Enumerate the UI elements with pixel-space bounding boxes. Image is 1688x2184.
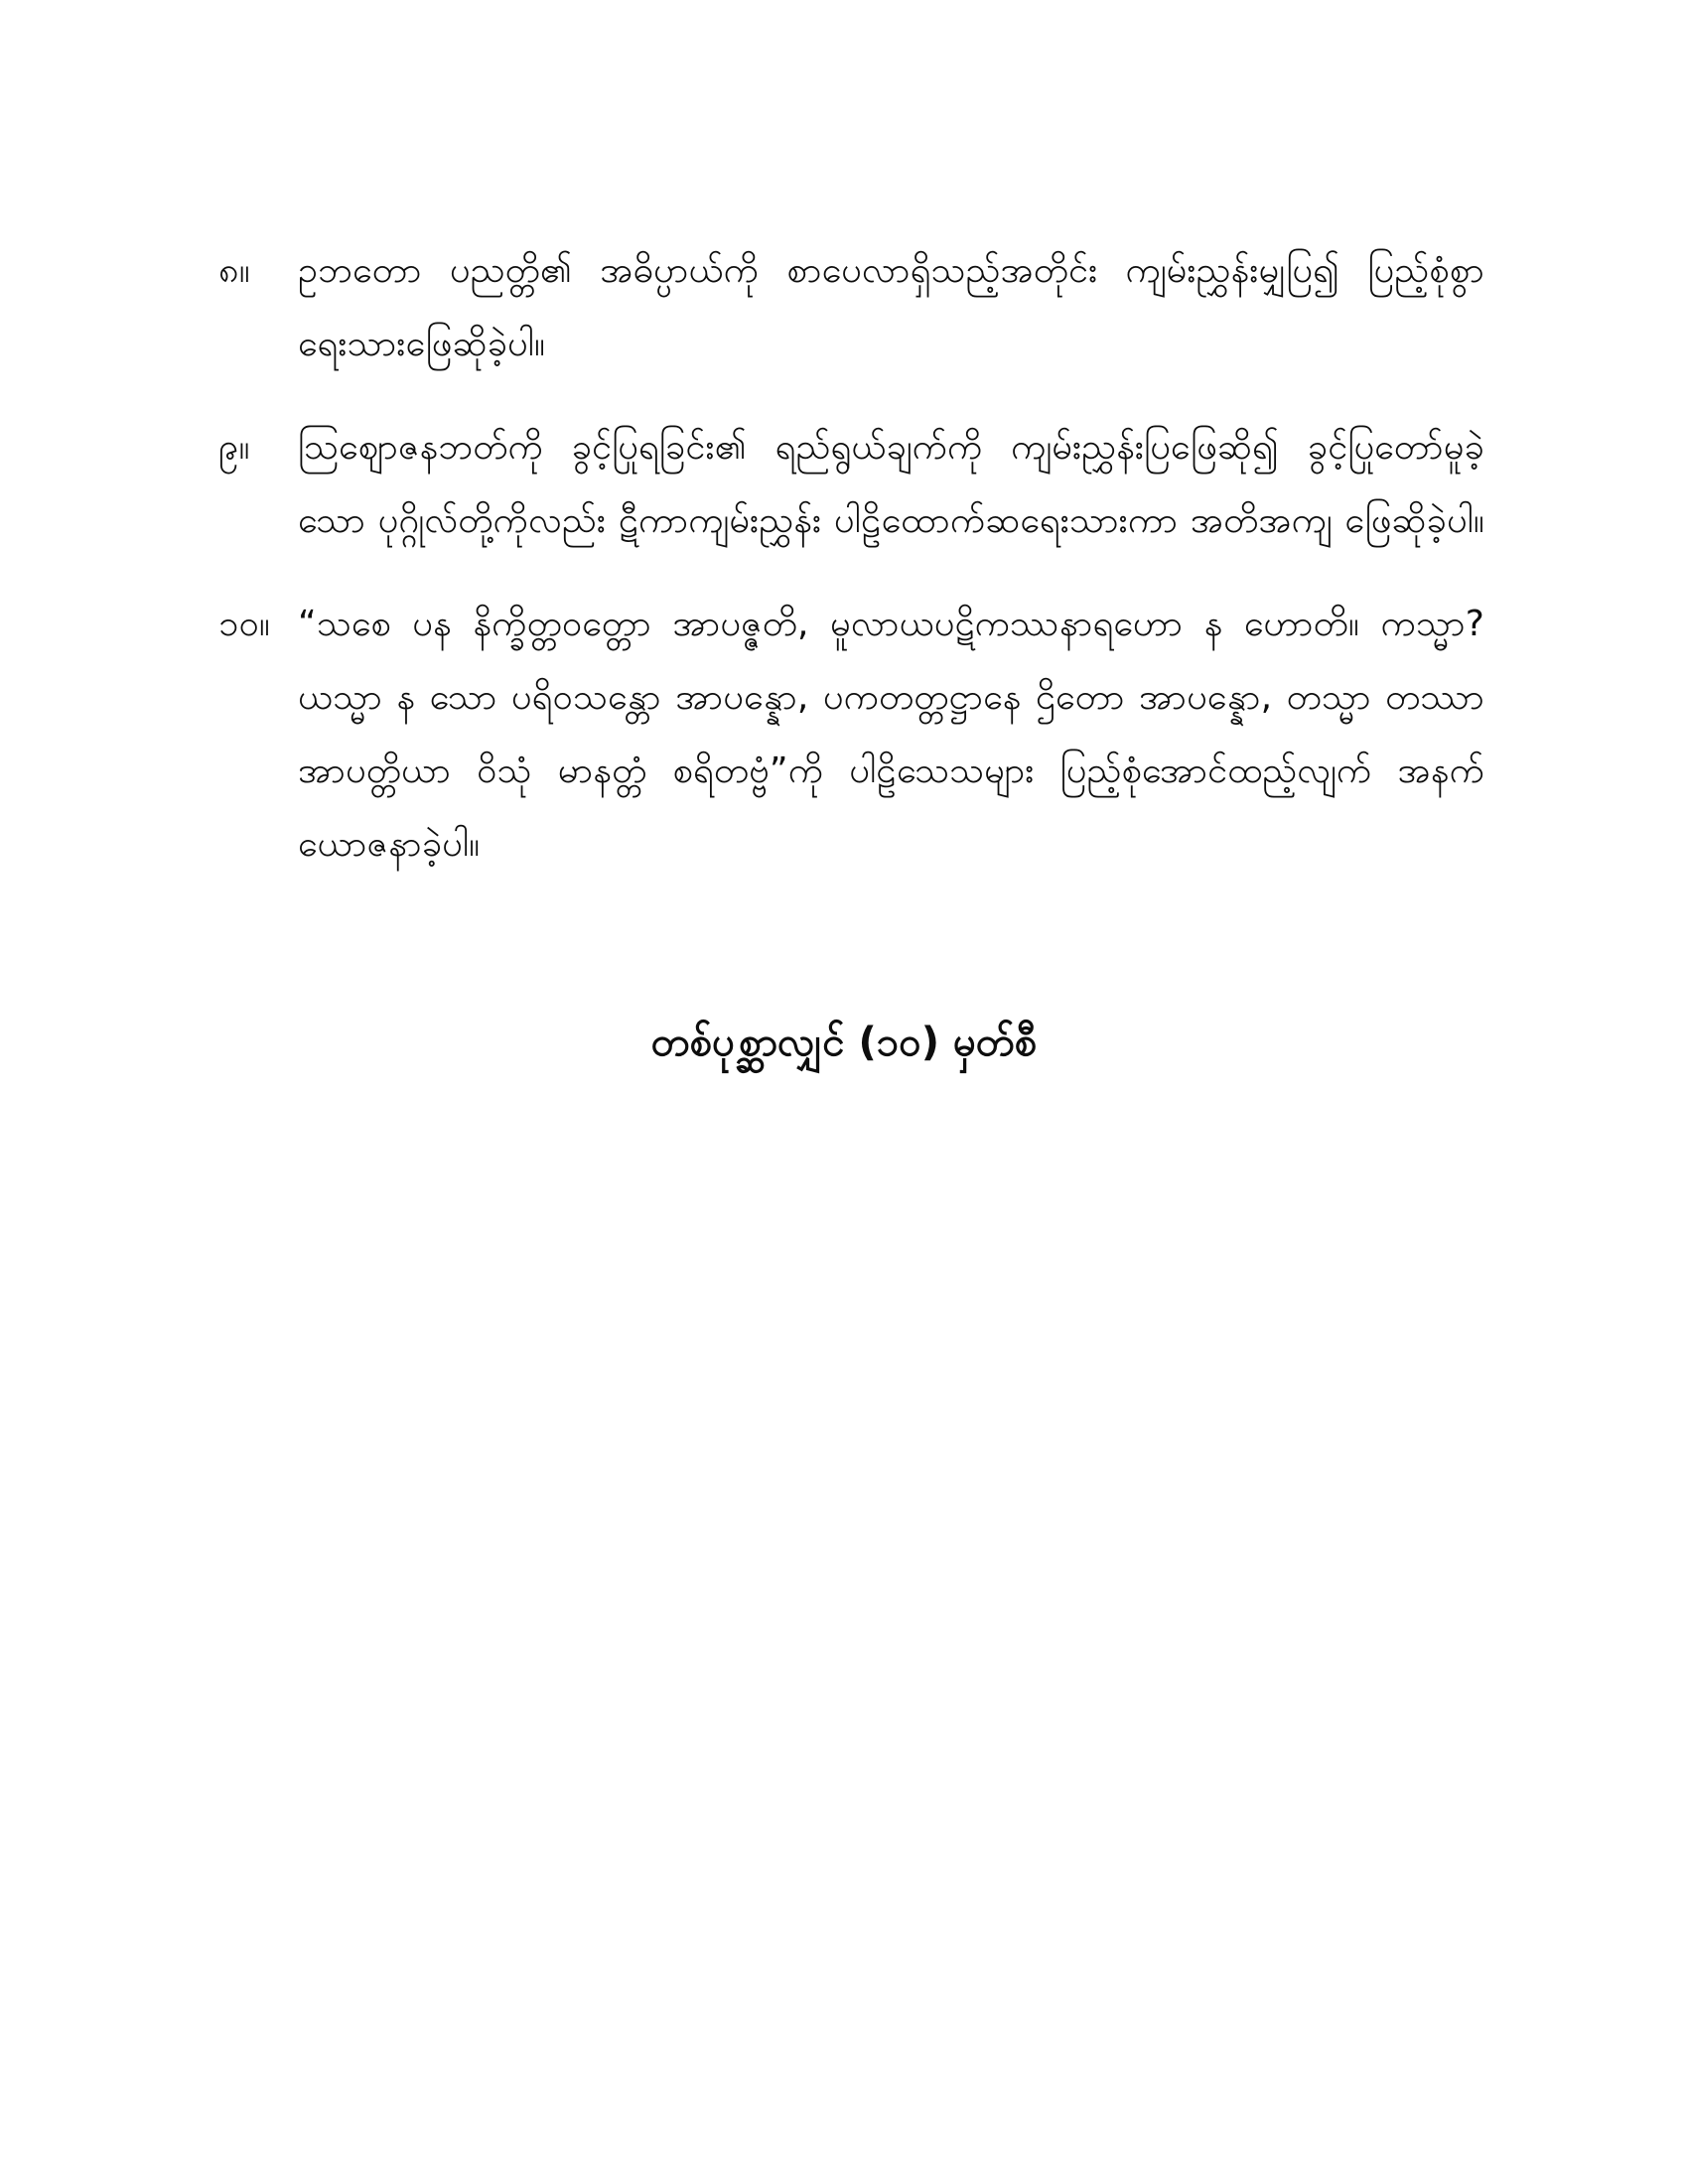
question-10-line-1: “သစေ ပန နိက္ခိတ္တဝတ္တော အာပဇ္ဇတိ, မူလာယပဋိကဿနာရဟော န ဟောတိ။ ကသ္မာ? [298,604,1484,644]
question-8-line-2: ရေးသားဖြေဆိုခဲ့ပါ။ [298,324,546,364]
question-9-line-2: သော ပုဂ္ဂိုလ်တို့ကိုလည်း ဋီကာကျမ်းညွှန်း ပါဠိထောက်ဆရေးသားကာ အတိအကျ ဖြေဆိုခဲ့ပါ။ [298,500,1484,541]
question-10-line-3: အာပတ္တိယာ ဝိသုံ မာနတ္တံ စရိတဗ္ဗံ”ကို ပါဠိသေသများ ပြည့်စုံအောင်ထည့်လျက် အနက် [298,751,1484,791]
question-list [218,234,1484,911]
question-item-10 [218,588,1484,882]
question-number-10: ၁၀။ [218,604,270,644]
question-number-9: ၉။ [218,427,250,468]
question-9-line-1: သြဈောဇနဘတ်ကို ခွင့်ပြုရခြင်း၏ ရည်ရွယ်ချက်ကို ကျမ်းညွှန်းပြဖြေဆို၍ ခွင့်ပြုတော်မူခဲ့ [298,427,1484,468]
question-item-9 [218,411,1484,558]
question-number-8: ၈။ [218,250,250,291]
marks-note: တစ်ပုစ္ဆာလျှင် (၁၀) မှတ်စီ [650,1020,1038,1065]
question-10-line-2: ယသ္မာ န သော ပရိဝသန္တော အာပန္နော, ပကတတ္တဋ္ဌာနေ ဌိတော အာပန္နော, တသ္မာ တဿာ [298,677,1484,718]
question-8-line-1: ဥဘတော ပညတ္တိ၏ အဓိပ္ပာယ်ကို စာပေလာရှိသည့်အတိုင်း ကျမ်းညွှန်းမျှပြ၍ ပြည့်စုံစွာ [298,250,1484,291]
question-10-line-4: ယောဇနာခဲ့ပါ။ [298,824,481,865]
question-item-8 [218,234,1484,381]
